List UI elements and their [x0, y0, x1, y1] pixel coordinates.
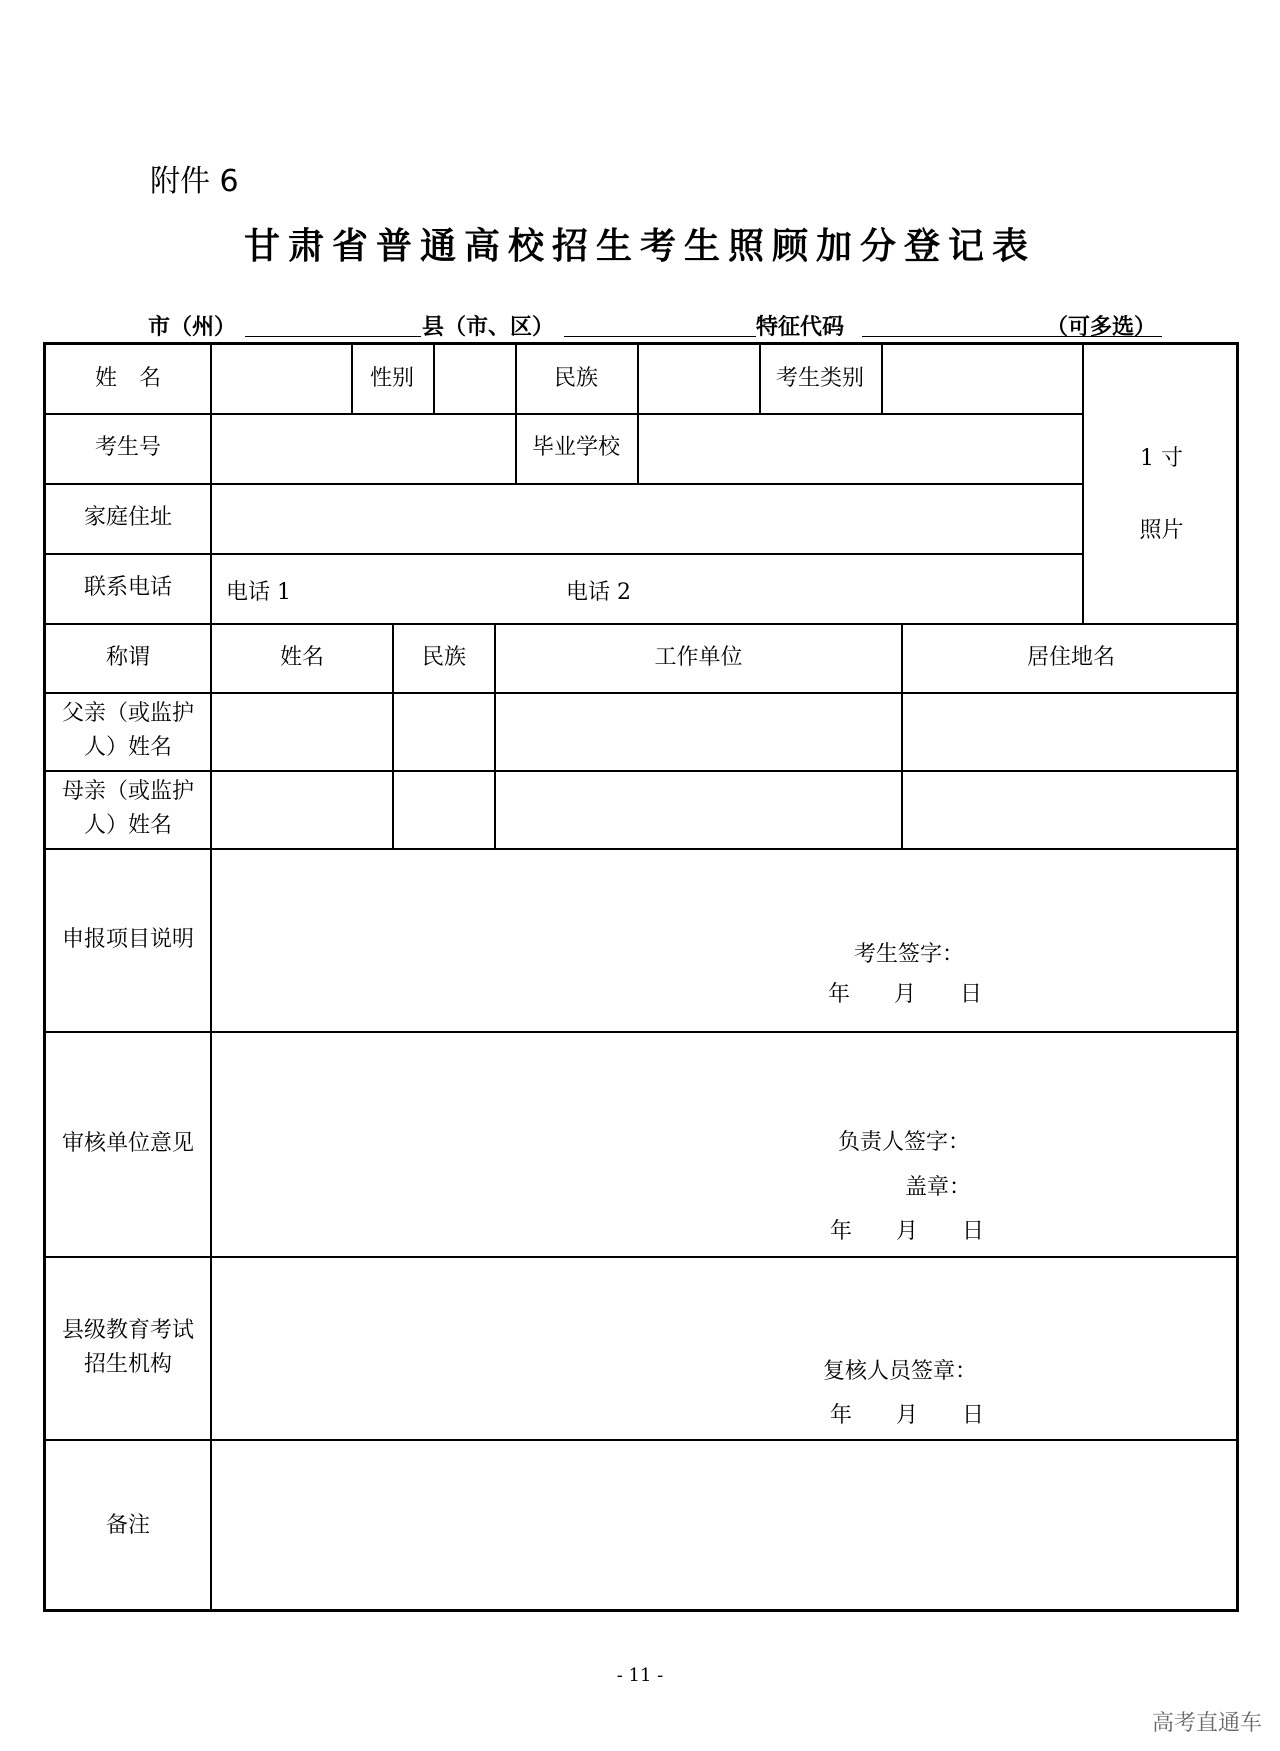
city-label: 市（州） — [148, 314, 237, 340]
family-ethnicity-header: 民族 — [421, 644, 466, 670]
declare-field[interactable] — [212, 848, 1239, 1031]
review-field[interactable] — [212, 1031, 1239, 1256]
address-label: 家庭住址 — [83, 505, 172, 530]
multi-select-note: （可多选） — [1046, 314, 1157, 340]
exam-no-field[interactable] — [212, 413, 515, 483]
county-org-label: 县级教育考试招生机构 — [61, 1317, 194, 1377]
phone2-label: 电话 2 — [566, 580, 631, 605]
name-label: 姓 名 — [94, 366, 161, 391]
county-label: 县（市、区） — [422, 314, 555, 340]
review-seal-label: 盖章： — [905, 1175, 972, 1200]
category-label: 考生类别 — [775, 366, 864, 391]
gender-label: 性别 — [369, 366, 414, 391]
father-label: 父亲（或监护人）姓名 — [61, 701, 194, 760]
feature-code-label: 特征代码 — [756, 314, 845, 340]
review-date-label: 年 月 日 — [830, 1219, 985, 1244]
gender-field[interactable] — [435, 345, 515, 413]
form-title: 甘肃省普通高校招生考生照顾加分登记表 — [243, 225, 1036, 267]
registration-form — [43, 342, 1239, 1612]
workplace-header: 工作单位 — [654, 644, 743, 670]
declare-label: 申报项目说明 — [61, 926, 194, 952]
photo-size-label: 1 寸 — [1140, 446, 1183, 471]
category-field[interactable] — [883, 345, 1082, 413]
watermark: 高考直通车 — [1151, 1711, 1262, 1736]
remarks-label: 备注 — [105, 1512, 150, 1538]
form-header-line — [0, 306, 1280, 342]
remarks-field[interactable] — [212, 1439, 1239, 1612]
county-org-date-label: 年 月 日 — [830, 1403, 985, 1428]
page-number: - 11 - — [616, 1665, 664, 1686]
photo-label: 照片 — [1139, 518, 1184, 543]
attachment-label: 附件 6 — [150, 164, 239, 199]
review-label: 审核单位意见 — [61, 1130, 194, 1156]
relation-header: 称谓 — [105, 644, 150, 670]
county-org-field[interactable] — [212, 1256, 1239, 1439]
address-field[interactable] — [212, 483, 1082, 553]
mother-label: 母亲（或监护人）姓名 — [61, 779, 194, 838]
residence-header: 居住地名 — [1026, 644, 1115, 670]
declare-sign-label: 考生签字： — [854, 942, 965, 967]
school-field[interactable] — [639, 413, 1082, 483]
exam-no-label: 考生号 — [94, 435, 161, 460]
ethnicity-field[interactable] — [639, 345, 759, 413]
phone-label: 联系电话 — [83, 575, 172, 600]
county-org-sign-label: 复核人员签章： — [823, 1359, 978, 1384]
phone1-label: 电话 1 — [226, 580, 291, 605]
ethnicity-label: 民族 — [553, 366, 598, 391]
city-blank[interactable] — [245, 336, 421, 337]
name-field[interactable] — [212, 345, 351, 413]
school-label: 毕业学校 — [531, 435, 620, 460]
declare-date-label: 年 月 日 — [828, 982, 983, 1007]
review-sign-label: 负责人签字： — [838, 1130, 971, 1155]
county-blank[interactable] — [564, 336, 756, 337]
photo-box — [1084, 345, 1239, 623]
family-name-header: 姓名 — [279, 644, 324, 670]
